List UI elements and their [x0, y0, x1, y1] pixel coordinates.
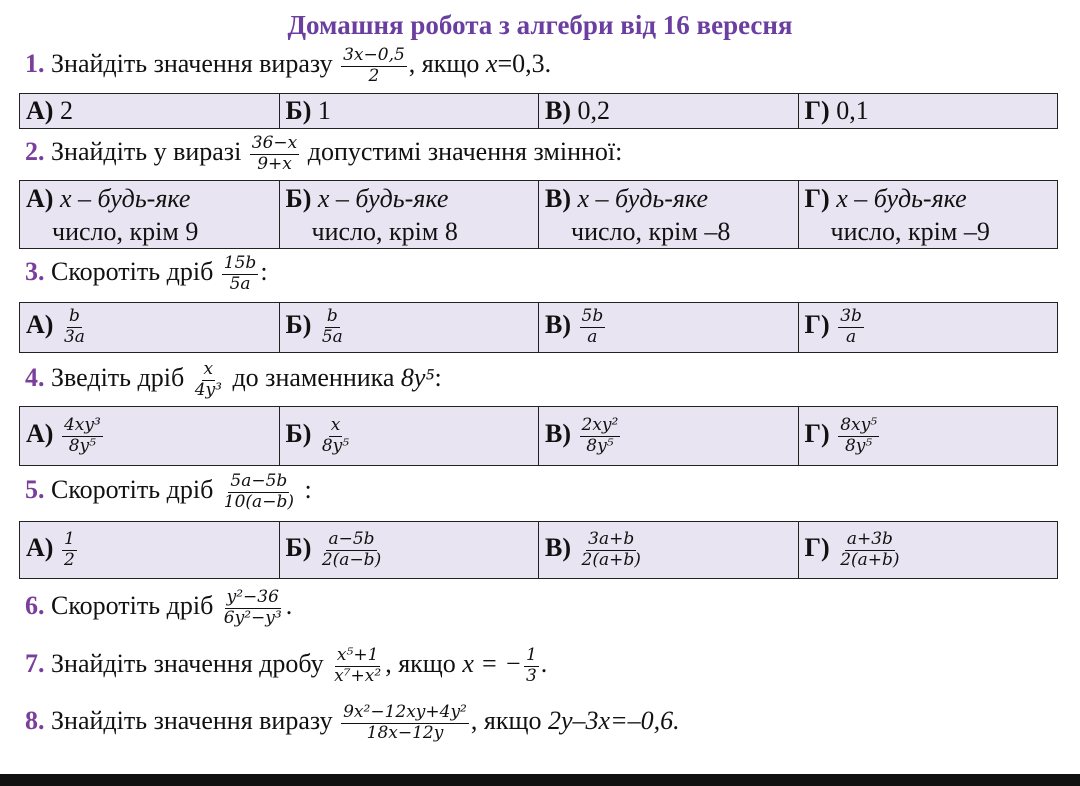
numerator: x — [203, 359, 214, 379]
denominator: 8y⁵ — [844, 435, 873, 456]
question-number: 7. — [25, 649, 45, 679]
question-number: 3. — [25, 257, 45, 287]
answers-4 — [19, 406, 1058, 466]
answer-cell — [279, 407, 539, 466]
answer-cell — [20, 94, 280, 129]
numerator: 3x−0,5 — [343, 45, 405, 65]
answer-label: А) — [26, 96, 54, 125]
denominator: 2(a+b) — [840, 549, 900, 570]
answer-value: 2 — [59, 96, 73, 125]
fraction — [580, 530, 643, 570]
question-5 — [25, 472, 312, 512]
answer-cell — [20, 522, 280, 579]
answer-label: В) — [545, 418, 571, 448]
text: , якщо — [408, 49, 486, 79]
numerator: a+3b — [846, 528, 893, 549]
numerator: 5a−5b — [230, 471, 288, 491]
fraction — [250, 134, 299, 174]
variable: x — [485, 49, 498, 79]
question-text: Зведіть дріб — [51, 363, 185, 393]
denominator: 2(a+b) — [581, 549, 641, 570]
answer-cell — [539, 181, 799, 249]
denominator: 8y⁵ — [586, 435, 614, 456]
denominator: 6y²−y³ — [223, 607, 282, 628]
question-3 — [25, 254, 268, 294]
answer-cell — [539, 94, 799, 129]
text: . — [285, 591, 293, 621]
numerator: 2xy² — [581, 414, 619, 435]
fraction — [838, 307, 864, 347]
answer-line: x – будь-яке — [836, 184, 967, 213]
numerator: y²−36 — [226, 587, 279, 607]
question-1 — [25, 46, 551, 86]
numerator: a−5b — [328, 528, 375, 549]
fraction — [341, 46, 407, 86]
question-text: Знайдіть значення виразу — [51, 49, 333, 79]
answer-cell — [798, 522, 1058, 579]
fraction — [341, 703, 469, 743]
question-number: 5. — [25, 475, 45, 505]
answer-label: Г) — [804, 418, 830, 448]
text: . — [540, 649, 548, 679]
fraction — [580, 307, 606, 347]
denominator: 9+x — [257, 153, 292, 174]
denominator: 4y³ — [194, 379, 222, 400]
denominator: x⁷+x² — [334, 665, 382, 686]
numerator: 5b — [581, 306, 604, 327]
answer-cell — [539, 407, 799, 466]
text: : — [304, 475, 312, 505]
numerator: 8xy⁵ — [840, 414, 878, 435]
question-number: 6. — [25, 591, 45, 621]
text: =0,3. — [497, 49, 552, 79]
numerator: 4xy³ — [63, 414, 101, 435]
answer-line: число, крім –9 — [830, 216, 990, 246]
answer-label: Г) — [804, 184, 830, 213]
answer-line: x – будь-яке — [577, 184, 709, 213]
answer-value: 1 — [317, 96, 331, 125]
denominator: 3 — [525, 665, 537, 686]
answer-line: x – будь-яке — [59, 184, 191, 213]
denominator: 5a — [229, 273, 251, 294]
numerator: 36−x — [251, 133, 298, 153]
answer-line: x – будь-яке — [317, 184, 449, 213]
answer-label: В) — [545, 96, 571, 125]
question-4 — [25, 360, 442, 400]
denominator: 10(a−b) — [223, 491, 294, 512]
question-8 — [25, 703, 680, 743]
answer-line: число, крім 9 — [52, 216, 199, 246]
answer-value: 0,2 — [577, 96, 610, 125]
question-text: Знайдіть значення виразу — [51, 706, 333, 736]
answer-label: Б) — [285, 184, 312, 213]
question-text: Скоротіть дріб — [51, 257, 214, 287]
denominator: 18x−12y — [366, 722, 444, 743]
answer-cell — [279, 522, 539, 579]
answer-cell — [20, 181, 280, 249]
numerator: b — [326, 306, 338, 327]
text: допустимі значення змінної: — [307, 137, 623, 167]
denominator: a — [587, 327, 598, 347]
denominator: 2 — [63, 549, 75, 570]
fraction — [222, 588, 284, 628]
denominator: 2(a−b) — [321, 549, 382, 570]
question-7 — [25, 646, 547, 686]
fraction — [62, 307, 87, 347]
numerator: 9x²−12xy+4y² — [343, 702, 467, 722]
answer-line: число, крім –8 — [571, 216, 731, 246]
fraction — [838, 530, 901, 570]
fraction — [62, 416, 103, 456]
target-denominator: 8y⁵ — [400, 363, 435, 393]
answer-cell — [798, 181, 1058, 249]
fraction — [320, 416, 351, 456]
denominator: a — [845, 327, 857, 347]
answer-cell — [20, 407, 280, 466]
answers-5 — [19, 521, 1058, 579]
bottom-bar — [0, 774, 1080, 786]
answer-line: число, крім 8 — [311, 216, 458, 246]
numerator: x — [330, 414, 341, 435]
answer-label: В) — [545, 532, 571, 562]
answer-label: А) — [26, 532, 54, 562]
page-title: Домашня робота з алгебри від 16 вересня — [287, 10, 793, 40]
answer-label: Б) — [285, 418, 312, 448]
denominator: 2 — [368, 65, 380, 86]
answer-label: А) — [26, 418, 54, 448]
numerator: b — [68, 306, 80, 327]
condition: 2y–3x=–0,6. — [548, 706, 680, 736]
answer-cell — [279, 303, 539, 353]
denominator: 8y⁵ — [321, 435, 350, 456]
answer-cell — [798, 303, 1058, 353]
question-text: Знайдіть значення дробу — [51, 649, 324, 679]
denominator: 8y⁵ — [68, 435, 96, 456]
question-text: Скоротіть дріб — [51, 591, 214, 621]
answer-value: 0,1 — [836, 96, 869, 125]
answer-label: Г) — [804, 310, 830, 340]
question-text: Знайдіть у виразі — [51, 137, 242, 167]
fraction — [320, 307, 345, 347]
numerator: 15b — [223, 253, 257, 273]
question-text: Скоротіть дріб — [51, 475, 214, 505]
answer-cell — [798, 94, 1058, 129]
text: , якщо — [470, 706, 542, 736]
denominator: 3a — [63, 327, 85, 347]
answer-label: Б) — [285, 310, 312, 340]
numerator: 3b — [840, 306, 862, 327]
answer-cell — [798, 407, 1058, 466]
fraction — [222, 254, 259, 294]
answer-label: Г) — [804, 96, 830, 125]
text: до знаменника — [232, 363, 395, 393]
question-2 — [25, 134, 622, 174]
fraction — [332, 646, 383, 686]
answer-label: Г) — [804, 532, 830, 562]
question-number: 1. — [25, 49, 45, 79]
answer-label: Б) — [285, 96, 312, 125]
answers-1 — [19, 93, 1058, 129]
answer-label: А) — [26, 184, 54, 213]
answer-label: В) — [545, 184, 571, 213]
numerator: 1 — [63, 528, 75, 549]
question-number: 2. — [25, 137, 45, 167]
text: : — [260, 257, 268, 287]
fraction — [838, 416, 879, 456]
text: : — [434, 363, 442, 393]
answer-cell — [539, 522, 799, 579]
condition: x = − — [462, 649, 522, 679]
answer-cell — [279, 94, 539, 129]
fraction — [222, 472, 296, 512]
fraction — [193, 360, 224, 400]
fraction — [320, 530, 383, 570]
numerator: 1 — [525, 645, 537, 665]
denominator: 5a — [321, 327, 343, 347]
answer-label: А) — [26, 310, 54, 340]
answer-label: В) — [545, 310, 571, 340]
fraction — [524, 646, 539, 686]
text: , якщо — [385, 649, 456, 679]
question-number: 4. — [25, 363, 45, 393]
question-6 — [25, 588, 292, 628]
fraction — [62, 530, 77, 570]
question-number: 8. — [25, 706, 45, 736]
answer-cell — [539, 303, 799, 353]
fraction — [580, 416, 621, 456]
numerator: x⁵+1 — [336, 645, 379, 665]
numerator: 3a+b — [588, 528, 635, 549]
answer-cell — [279, 181, 539, 249]
answer-cell — [20, 303, 280, 353]
answers-2 — [19, 180, 1058, 249]
answers-3 — [19, 302, 1058, 353]
answer-label: Б) — [285, 532, 312, 562]
